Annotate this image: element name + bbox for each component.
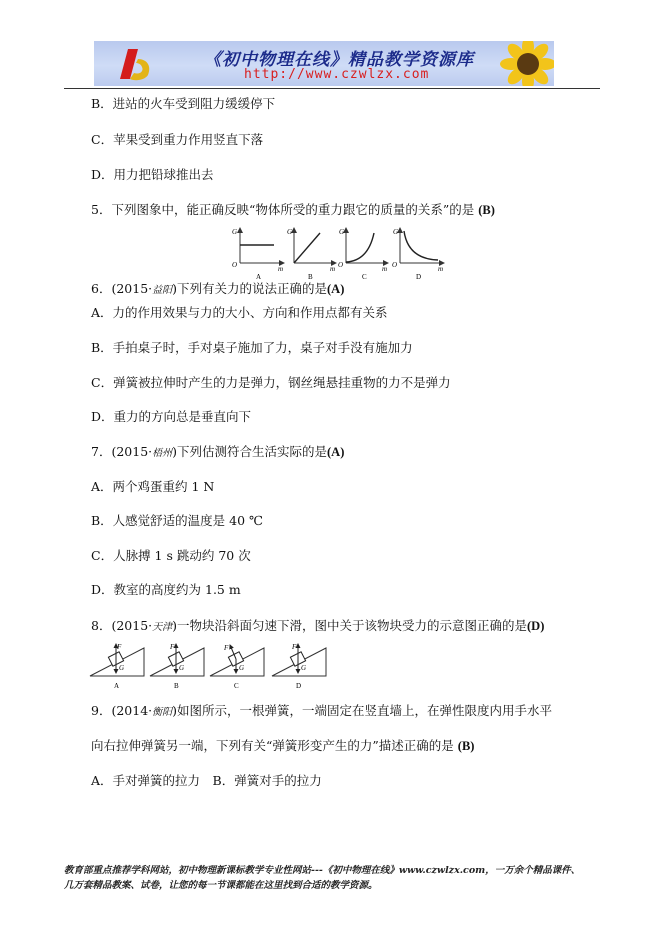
site-url[interactable]: http://www.czwlzx.com <box>244 67 430 82</box>
incline-c <box>210 644 264 690</box>
graph-c-x-label: m <box>382 265 388 273</box>
incline-d-f: F <box>292 643 297 651</box>
sunflower-icon <box>494 41 554 86</box>
graph-d-origin: O <box>392 261 398 269</box>
incline-b-label: B <box>174 682 179 690</box>
q6-option-b: B．手拍桌子时，手对桌子施加了力，桌子对手没有施加力 <box>91 340 413 355</box>
footer-line-2: 几万套精品教案、试卷，让您的每一节课都能在这里找到合适的教学资源。 <box>64 880 378 891</box>
incline-a-g: G <box>119 664 125 672</box>
question-7-text: )下列估测符合生活实际的是 <box>172 444 328 459</box>
header-rule <box>64 88 600 89</box>
question-6-source: 益阳 <box>152 285 173 296</box>
q6-option-d: D．重力的方向总是垂直向下 <box>91 409 252 424</box>
question-9-text-2: 向右拉伸弹簧另一端，下列有关“弹簧形变产生的力”描述正确的是 <box>91 738 454 753</box>
q6-option-a: A．力的作用效果与力的大小、方向和作用点都有关系 <box>91 305 388 320</box>
q7-option-d: D．教室的高度约为 1.5 m <box>91 582 241 597</box>
graph-a-y-label: G <box>232 228 238 236</box>
incline-c-g: G <box>239 664 245 672</box>
question-9-source: 衡阳 <box>152 707 173 718</box>
question-5-text: 5．下列图象中，能正确反映“物体所受的重力跟它的质量的关系”的是 <box>91 202 475 217</box>
graph-a-label: A <box>256 273 262 281</box>
graph-b <box>287 228 336 281</box>
graph-d-y-label: G <box>393 228 399 236</box>
graph-c-label: C <box>362 273 367 281</box>
graph-b-y-label: G <box>287 228 293 236</box>
graph-d-x-label: m <box>438 265 444 273</box>
graph-d-label: D <box>416 273 422 281</box>
question-8-text: )一物块沿斜面匀速下滑，图中关于该物块受力的示意图正确的是 <box>172 618 528 633</box>
header-banner <box>94 41 554 86</box>
incline-d-label: D <box>296 682 302 690</box>
graph-a-x-label: m <box>278 265 284 273</box>
question-7 <box>91 444 344 462</box>
q8-incline-figure <box>88 640 338 696</box>
graph-a <box>232 228 284 281</box>
question-9-text: )如图所示，一根弹簧，一端固定在竖直墙上，在弹性限度内用手水平 <box>172 703 553 718</box>
graph-d <box>392 228 444 281</box>
q9-options-ab: A．手对弹簧的拉力 B．弹簧对手的拉力 <box>91 773 322 788</box>
question-7-answer: (A) <box>327 445 345 459</box>
question-8-source: 天津 <box>152 622 173 633</box>
footer-line-1: 教育部重点推荐学科网站，初中物理新课标教学专业性网站---《初中物理在线》www.czwlzx.com，一万余个精品课件、 <box>64 865 581 876</box>
logo-icon <box>116 45 156 83</box>
q4-option-d: D．用力把铅球推出去 <box>91 167 214 182</box>
incline-d-g: G <box>301 664 307 672</box>
question-6-answer: (A) <box>327 282 345 296</box>
incline-a <box>90 643 144 690</box>
q4-option-c: C．苹果受到重力作用竖直下落 <box>91 132 264 147</box>
graph-a-origin: O <box>232 261 238 269</box>
question-9 <box>91 703 552 721</box>
question-8-number: 8．(2015· <box>91 618 153 633</box>
incline-b-g: G <box>179 664 185 672</box>
q7-option-a: A．两个鸡蛋重约 1 N <box>91 479 215 494</box>
q4-option-b: B．进站的火车受到阻力缓缓停下 <box>91 96 276 111</box>
graph-c-origin: O <box>338 261 344 269</box>
graph-b-label: B <box>308 273 313 281</box>
graph-c-y-label: G <box>339 228 345 236</box>
graph-b-x-label: m <box>330 265 336 273</box>
incline-a-f: F <box>117 643 122 651</box>
incline-c-label: C <box>234 682 239 690</box>
question-6-number: 6．(2015· <box>91 281 153 296</box>
question-6-text: )下列有关力的说法正确的是 <box>172 281 328 296</box>
q7-option-c: C．人脉搏 1 s 跳动约 70 次 <box>91 548 251 563</box>
incline-b-f: F <box>170 643 175 651</box>
question-9-answer: (B) <box>457 739 475 753</box>
question-9-line-2 <box>91 738 474 754</box>
question-5 <box>91 202 495 218</box>
site-title: 《初中物理在线》精品教学资源库 <box>204 50 474 70</box>
question-8-answer: (D) <box>527 619 545 633</box>
incline-a-label: A <box>114 682 120 690</box>
question-7-source: 梧州 <box>152 448 173 459</box>
incline-d <box>272 643 326 690</box>
question-5-answer: (B) <box>478 203 495 217</box>
question-6 <box>91 281 344 299</box>
q6-option-c: C．弹簧被拉伸时产生的力是弹力，钢丝绳悬挂重物的力不是弹力 <box>91 375 451 390</box>
question-8 <box>91 618 544 636</box>
question-7-number: 7．(2015· <box>91 444 153 459</box>
q7-option-b: B．人感觉舒适的温度是 40 ℃ <box>91 513 264 528</box>
incline-c-f: F <box>224 644 229 652</box>
question-9-number: 9．(2014· <box>91 703 153 718</box>
incline-b <box>150 643 204 690</box>
graph-c <box>338 228 388 281</box>
q5-graphs-figure <box>228 225 450 283</box>
